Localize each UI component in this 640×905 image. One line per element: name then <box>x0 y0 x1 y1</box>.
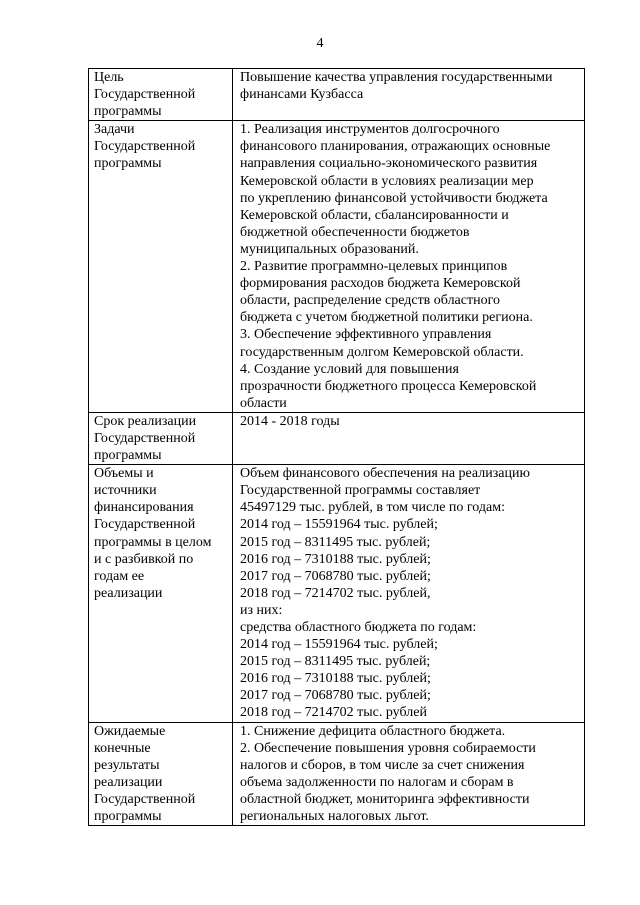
label-line: Государственной <box>94 517 196 533</box>
result-item-2 <box>240 740 582 825</box>
value-line: 2018 год – 7214702 тыс. рублей <box>240 705 427 721</box>
value-cell <box>233 412 585 464</box>
label-line: годам ее <box>94 568 145 584</box>
value-line: 1. Снижение дефицита областного бюджета. <box>240 723 506 739</box>
label-line: Государственной <box>94 430 196 446</box>
value-line: 2016 год – 7310188 тыс. рублей; <box>240 551 431 567</box>
value-line: Объем финансового обеспечения на реализацию <box>240 466 530 482</box>
label-line: источники <box>94 483 157 499</box>
value-line: 2016 год – 7310188 тыс. рублей; <box>240 671 431 687</box>
label-line: программы <box>94 104 162 120</box>
label-line: финансирования <box>94 500 194 516</box>
value-line: области <box>240 395 287 411</box>
page-number: 4 <box>316 36 324 51</box>
label-line: Цель <box>94 70 124 85</box>
result-item-1 <box>240 723 582 740</box>
label-line: программы в целом <box>94 534 212 550</box>
value-line: направления социально-экономического развития <box>240 156 538 172</box>
value-line: бюджетной обеспеченности бюджетов <box>240 224 470 240</box>
value-line: 3. Обеспечение эффективного управления <box>240 327 492 343</box>
value-line: финансами Кузбасса <box>240 87 364 103</box>
value-line: 2015 год – 8311495 тыс. рублей; <box>240 534 431 550</box>
value-line: области, распределение средств областного <box>240 293 500 309</box>
value-line: объема задолженности по налогам и сборам в <box>240 774 514 790</box>
label-line: Ожидаемые <box>94 723 166 739</box>
label-cell <box>89 465 233 722</box>
label-line: Объемы и <box>94 466 154 482</box>
value-line: 2017 год – 7068780 тыс. рублей; <box>240 688 431 704</box>
value-line: Государственной программы составляет <box>240 483 481 499</box>
task-item-2 <box>240 258 582 326</box>
value-line: бюджета с учетом бюджетной политики региона. <box>240 310 533 326</box>
value-line: Кемеровской области в условиях реализации мер <box>240 173 534 189</box>
label-line: реализации <box>94 774 163 790</box>
value-line: 2014 - 2018 годы <box>240 413 340 429</box>
row-program-results <box>89 722 585 826</box>
value-line: Кемеровской области, сбалансированности и <box>240 207 509 223</box>
label-line: программы <box>94 156 162 172</box>
value-cell <box>233 465 585 722</box>
label-line: реализации <box>94 585 163 601</box>
label-cell <box>89 121 233 413</box>
task-item-1 <box>240 121 582 258</box>
label-line: Государственной <box>94 87 196 103</box>
value-line: финансового планирования, отражающих основные <box>240 139 551 155</box>
row-program-funding <box>89 465 585 722</box>
task-item-3 <box>240 326 582 360</box>
value-line: муниципальных образований. <box>240 241 419 257</box>
label-line: результаты <box>94 757 160 773</box>
label-line: Государственной <box>94 139 196 155</box>
value-line: 2015 год – 8311495 тыс. рублей; <box>240 654 431 670</box>
row-program-goal <box>89 69 585 121</box>
label-line: Государственной <box>94 791 196 807</box>
value-line: средства областного бюджета по годам: <box>240 620 477 635</box>
row-program-term <box>89 412 585 464</box>
label-cell <box>89 722 233 826</box>
value-line: Повышение качества управления государственными <box>240 70 553 85</box>
label-line: программы <box>94 809 162 825</box>
label-line: Срок реализации <box>94 413 197 429</box>
label-line: конечные <box>94 740 151 756</box>
value-line: 45497129 тыс. рублей, в том числе по годам: <box>240 500 505 516</box>
value-cell <box>233 69 585 121</box>
value-line: налогов и сборов, в том числе за счет снижения <box>240 757 525 773</box>
label-cell <box>89 412 233 464</box>
value-line: 1. Реализация инструментов долгосрочного <box>240 122 500 138</box>
label-line: Задачи <box>94 122 135 138</box>
value-line: региональных налоговых льгот. <box>240 809 429 825</box>
program-passport-table <box>88 68 585 826</box>
value-line: прозрачности бюджетного процесса Кемеровской <box>240 378 537 394</box>
value-line: формирования расходов бюджета Кемеровской <box>240 276 521 292</box>
value-line: 2014 год – 15591964 тыс. рублей; <box>240 517 438 533</box>
value-line: 2017 год – 7068780 тыс. рублей; <box>240 568 431 584</box>
label-line: программы <box>94 448 162 464</box>
value-cell <box>233 121 585 413</box>
row-program-tasks <box>89 121 585 413</box>
value-line: 2. Развитие программно-целевых принципов <box>240 259 508 275</box>
value-line: 2018 год – 7214702 тыс. рублей, <box>240 585 431 601</box>
value-line: из них: <box>240 602 283 618</box>
value-line: областной бюджет, мониторинга эффективности <box>240 791 530 807</box>
value-line: государственным долгом Кемеровской области. <box>240 344 524 360</box>
value-line: по укреплению финансовой устойчивости бюджета <box>240 190 548 206</box>
task-item-4 <box>240 361 582 412</box>
value-line: 2014 год – 15591964 тыс. рублей; <box>240 637 438 653</box>
value-line: 4. Создание условий для повышения <box>240 361 459 377</box>
label-cell <box>89 69 233 121</box>
value-cell <box>233 722 585 826</box>
label-line: и с разбивкой по <box>94 551 194 567</box>
value-line: 2. Обеспечение повышения уровня собираемости <box>240 740 536 756</box>
